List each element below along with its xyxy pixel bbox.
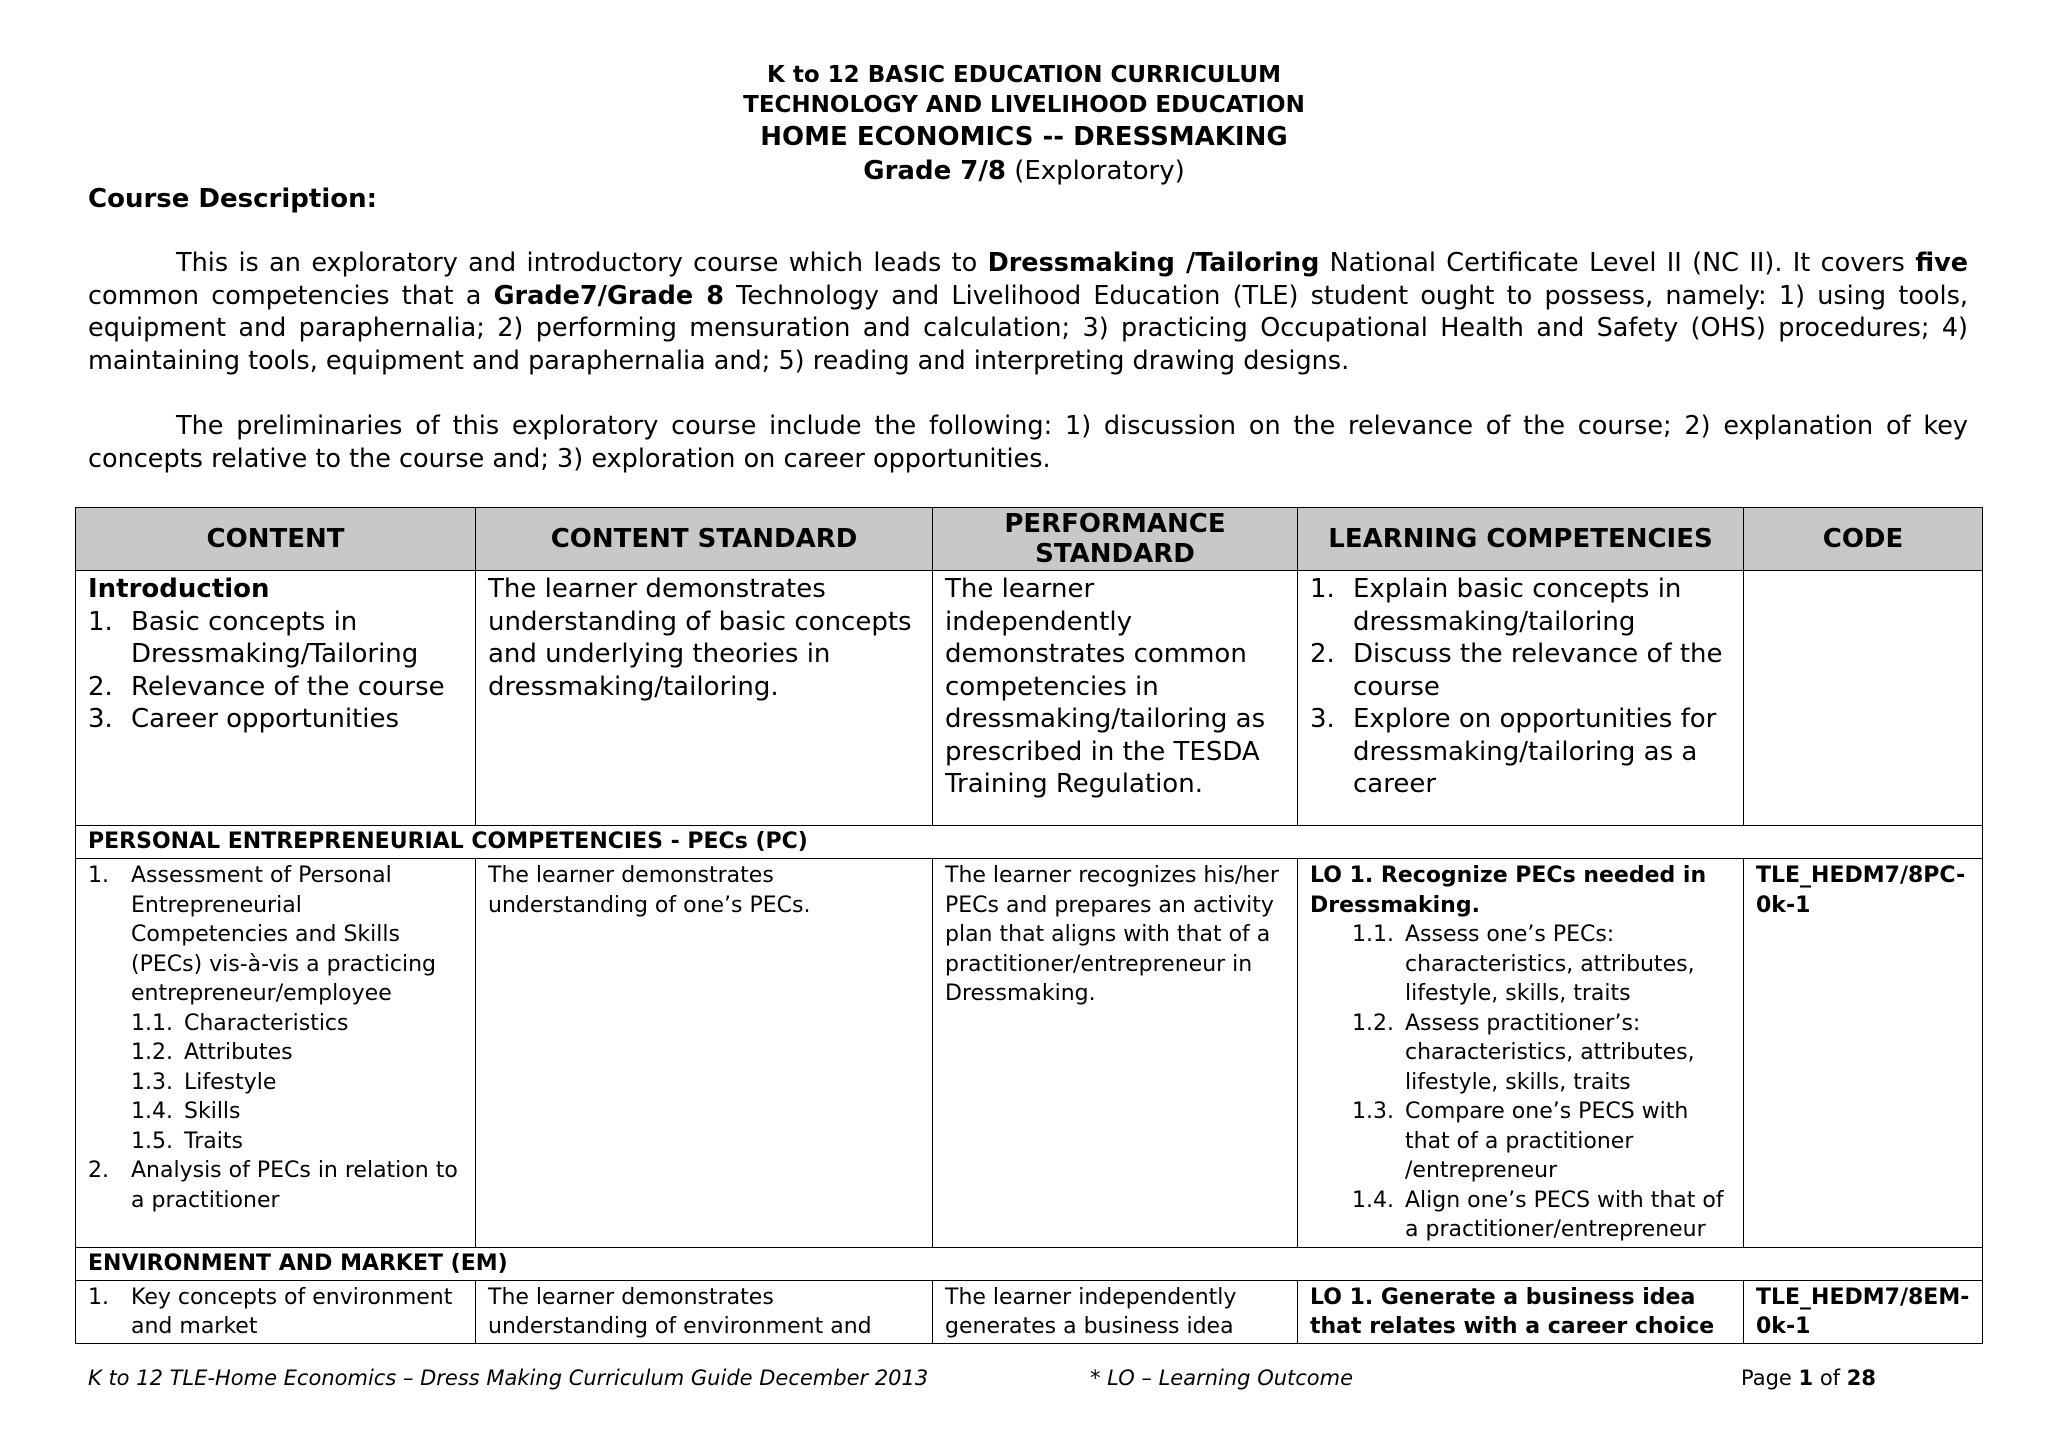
list-item: 1.2. Attributes	[131, 1040, 293, 1065]
header-grade	[0, 154, 2048, 188]
list-item: 1.5. Traits	[131, 1128, 243, 1154]
desc1-text-3: common competencies that a	[88, 280, 494, 311]
pecs-content-list	[88, 861, 463, 1215]
intro-competencies-cell	[1298, 571, 1744, 826]
section-row-pecs	[76, 826, 1983, 859]
list-item: 1.1. Assess one’s PECs: characteristics, attributes, lifestyle, skills, traits	[1352, 922, 1695, 1006]
header-content-standard: CONTENT STANDARD	[476, 508, 933, 571]
desc2-text: The preliminaries of this exploratory course include the following: 1) discussion on the relevance of the course; 2) explanation of key concepts relative to the course and; 3) exploration on career opportunities.	[88, 411, 1968, 474]
header-content: CONTENT	[76, 508, 476, 571]
table-row-pecs	[76, 859, 1983, 1248]
section-title-pecs: PERSONAL ENTREPRENEURIAL COMPETENCIES - PECs (PC)	[76, 826, 1983, 859]
list-item: 1.4. Align one’s PECS with that of a practitioner/entrepreneur	[1352, 1187, 1724, 1242]
desc1-bold-2: five	[1915, 248, 1969, 278]
footer-title: K to 12 TLE-Home Economics – Dress Making Curriculum Guide December 2013	[88, 1366, 929, 1390]
list-item: 1.3. Compare one’s PECS with that of a practitioner /entrepreneur	[1352, 1099, 1689, 1183]
intro-code	[1744, 571, 1983, 826]
list-item: 1. Key concepts of environment and market	[88, 1285, 453, 1339]
table-header-row	[76, 508, 1983, 571]
em-content-standard: The learner demonstrates understanding of environment and	[476, 1281, 933, 1344]
section-row-em	[76, 1248, 1983, 1281]
list-item: 1.4. Skills	[131, 1099, 241, 1124]
em-content-list	[88, 1283, 463, 1341]
desc1-text-1: This is an exploratory and introductory course which leads to	[176, 248, 988, 278]
list-item: 1. Assessment of Personal Entrepreneurial Competencies and Skills (PECs) vis-à-vis a practicing entrepreneur/employee	[88, 863, 437, 1006]
table-row-introduction	[76, 571, 1983, 826]
grade-label: Grade 7/8	[863, 156, 1006, 186]
course-description-paragraph-1	[88, 247, 1968, 377]
page-current: 1	[1798, 1366, 1814, 1390]
list-item: 2. Analysis of PECs in relation to a practitioner	[88, 1158, 458, 1213]
header-line-2: TECHNOLOGY AND LIVELIHOOD EDUCATION	[743, 92, 1305, 118]
list-item: 1.1. Characteristics	[131, 1010, 349, 1036]
pecs-code: TLE_HEDM7/8PC-0k-1	[1744, 859, 1983, 1248]
pecs-competencies-cell	[1298, 859, 1744, 1248]
em-content-cell	[76, 1281, 476, 1344]
pecs-lo-title: LO 1. Recognize PECs needed in Dressmaking.	[1310, 863, 1707, 918]
list-item: 1.3. Lifestyle	[131, 1069, 277, 1095]
em-lo-title: LO 1. Generate a business idea that relates with a career choice	[1298, 1281, 1744, 1344]
intro-competencies-list	[1310, 573, 1731, 801]
intro-title: Introduction	[88, 574, 270, 604]
pecs-content-standard: The learner demonstrates understanding of one’s PECs.	[476, 859, 933, 1248]
list-item: 3. Explore on opportunities for dressmaking/tailoring as a career	[1310, 704, 1717, 799]
course-description-paragraph-2	[88, 410, 1968, 475]
list-item: 2. Discuss the relevance of the course	[1310, 639, 1723, 702]
document-header	[0, 60, 2048, 188]
list-item: 1.2. Assess practitioner’s: characteristics, attributes, lifestyle, skills, traits	[1352, 1010, 1695, 1095]
list-item: 3. Career opportunities	[88, 704, 399, 734]
page-number	[1741, 1366, 1876, 1390]
desc1-text-2: National Certificate Level II (NC II). It covers	[1319, 248, 1916, 278]
intro-performance-standard: The learner independently demonstrates common competencies in dressmaking/tailoring as prescribed in the TESDA Training Regulation.	[933, 571, 1298, 826]
em-performance-standard: The learner independently generates a business idea	[933, 1281, 1298, 1344]
intro-content-standard: The learner demonstrates understanding of basic concepts and underlying theories in dressmaking/tailoring.	[476, 571, 933, 826]
page-of: of	[1813, 1366, 1847, 1390]
desc1-text-4: Technology and Livelihood Education (TLE) student ought to possess, namely: 1) using tools, equipment and paraphernalia; 2) performing mensuration and calculation; 3) practicing Occupational Health and Safety (OHS) procedures; 4) maintaining tools, equipment and paraphernalia and; 5) reading and interpreting drawing designs.	[88, 280, 1969, 376]
list-item: 1. Basic concepts in Dressmaking/Tailoring	[88, 606, 419, 669]
header-code: CODE	[1744, 508, 1983, 571]
header-line-1: K to 12 BASIC EDUCATION CURRICULUM	[767, 62, 1281, 88]
footer-note: * LO – Learning Outcome	[1090, 1366, 1354, 1390]
desc1-bold-1: Dressmaking /Tailoring	[987, 248, 1320, 278]
pecs-performance-standard: The learner recognizes his/her PECs and prepares an activity plan that aligns with that of a practitioner/entrepreneur in Dressmaking.	[933, 859, 1298, 1248]
page-total: 28	[1846, 1366, 1876, 1390]
grade-note: (Exploratory)	[1014, 156, 1185, 186]
list-item: 2. Relevance of the course	[88, 671, 445, 702]
page-prefix: Page	[1741, 1366, 1799, 1390]
list-item: 1. Explain basic concepts in dressmaking/tailoring	[1310, 574, 1682, 637]
course-description-label: Course Description:	[88, 184, 377, 214]
pecs-lo-list	[1310, 920, 1731, 1245]
header-line-3: HOME ECONOMICS -- DRESSMAKING	[760, 122, 1288, 152]
desc1-bold-3: Grade7/Grade 8	[493, 280, 724, 311]
intro-content-cell	[76, 571, 476, 826]
section-title-em: ENVIRONMENT AND MARKET (EM)	[76, 1248, 1983, 1281]
intro-content-list	[88, 606, 463, 736]
table-row-em	[76, 1281, 1983, 1344]
em-code: TLE_HEDM7/8EM-0k-1	[1744, 1281, 1983, 1344]
pecs-content-cell	[76, 859, 476, 1248]
header-learning-competencies: LEARNING COMPETENCIES	[1298, 508, 1744, 571]
header-performance-standard: PERFORMANCE STANDARD	[933, 508, 1298, 571]
curriculum-table	[75, 507, 1983, 1344]
